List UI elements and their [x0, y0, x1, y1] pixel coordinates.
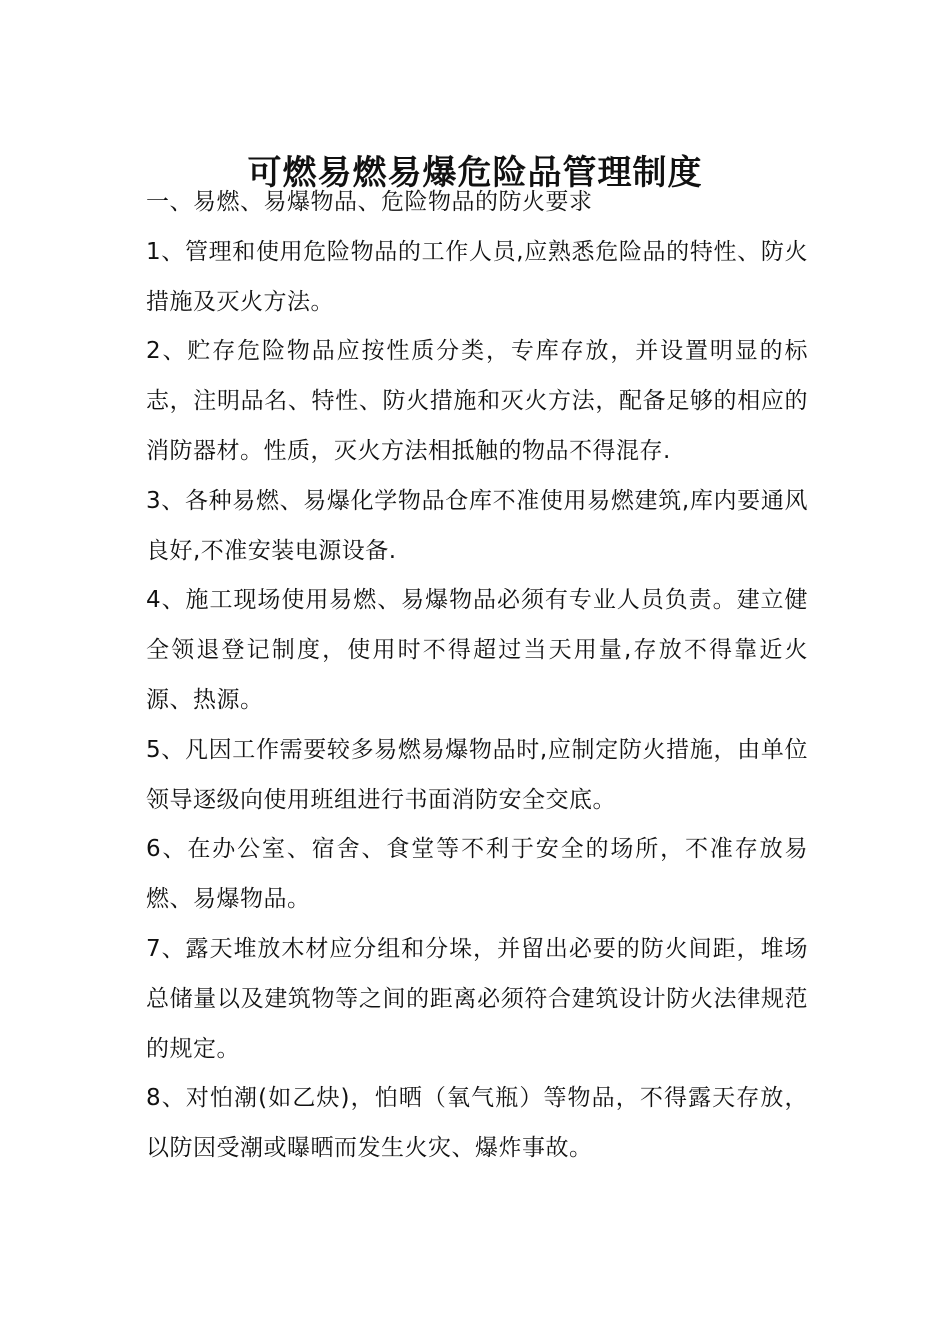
document-body [146, 178, 808, 1174]
paragraph-6: 6、在办公室、宿舍、食堂等不利于安全的场所，不准存放易燃、易爆物品。 [146, 836, 808, 913]
paragraph-2: 2、贮存危险物品应按性质分类，专库存放，并设置明显的标志，注明品名、特性、防火措施和灭火方法，配备足够的相应的消防器材。性质，灭火方法相抵触的物品不得混存. [146, 338, 808, 464]
paragraph-1: 1、管理和使用危险物品的工作人员,应熟悉危险品的特性、防火措施及灭火方法。 [146, 238, 808, 315]
paragraph-3: 3、各种易燃、易爆化学物品仓库不准使用易燃建筑,库内要通风良好,不准安装电源设备. [146, 487, 808, 564]
paragraph-8: 8、对怕潮(如乙炔)，怕晒（氧气瓶）等物品，不得露天存放，以防因受潮或曝晒而发生火灾、爆炸事故。 [146, 1085, 808, 1162]
paragraph-4: 4、施工现场使用易燃、易爆物品必须有专业人员负责。建立健全领退登记制度，使用时不得超过当天用量,存放不得靠近火源、热源。 [146, 587, 808, 713]
paragraph-7: 7、露天堆放木材应分组和分垛，并留出必要的防火间距，堆场总储量以及建筑物等之间的距离必须符合建筑设计防火法律规范的规定。 [146, 935, 808, 1062]
section-heading: 一、易燃、易爆物品、危险物品的防火要求 [146, 189, 593, 215]
document-title: 可燃易燃易爆危险品管理制度 [247, 152, 703, 193]
paragraph-5: 5、凡因工作需要较多易燃易爆物品时,应制定防火措施，由单位领导逐级向使用班组进行书面消防安全交底。 [146, 736, 808, 813]
